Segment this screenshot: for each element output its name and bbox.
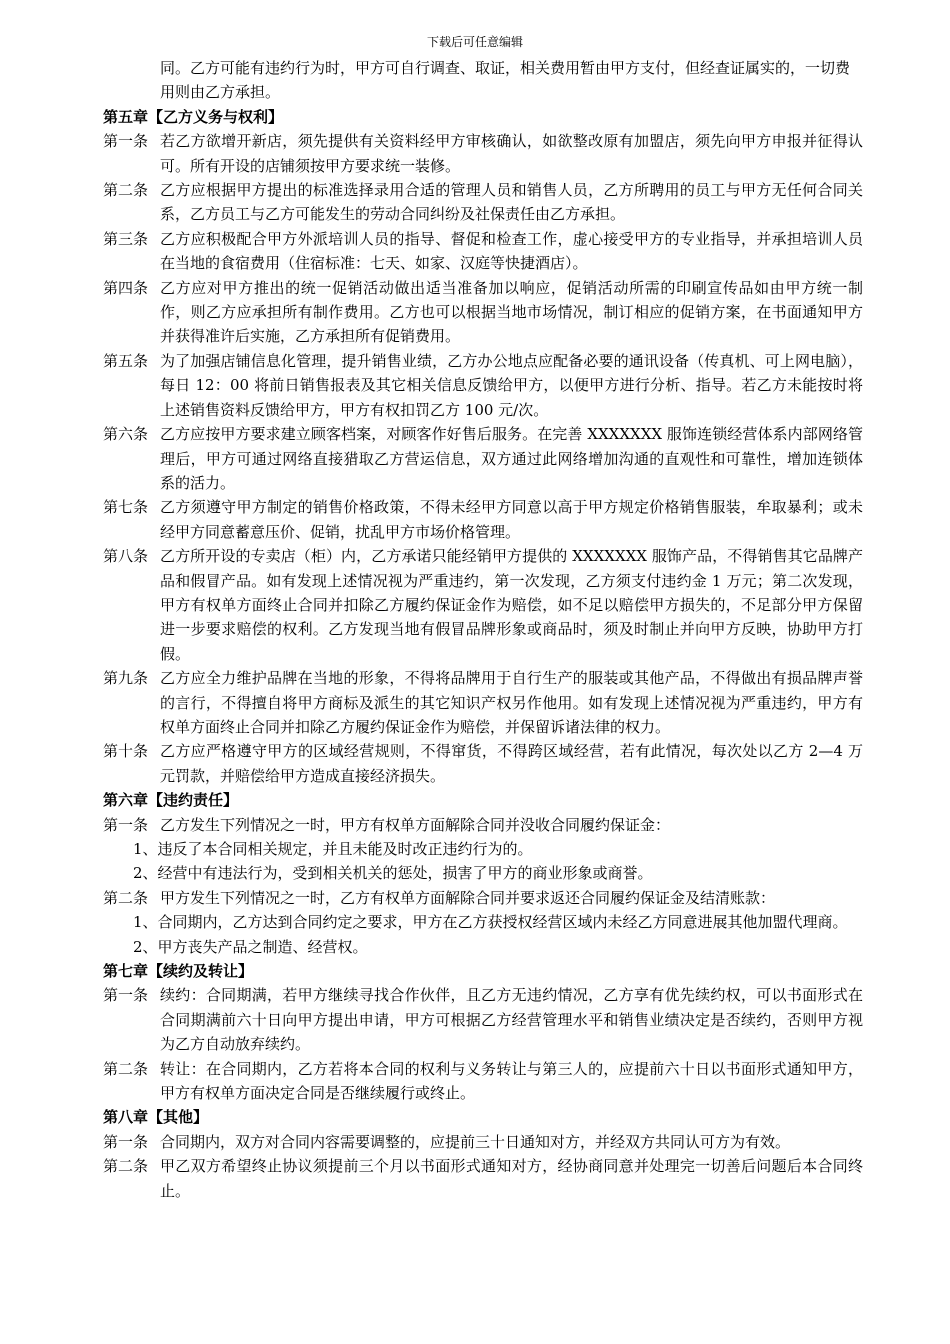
article-row (103, 1130, 863, 1154)
article-row (103, 349, 863, 422)
article-text: 转让：在合同期内，乙方若将本合同的权利与义务转让与第三人的，应提前六十日以书面形式通知甲方，甲方有权单方面决定合同是否继续履行或终止。 (160, 1059, 863, 1103)
article-text: 乙方应严格遵守甲方的区域经营规则，不得窜货，不得跨区域经营，若有此情况，每次处以乙方 2—4 万元罚款，并赔偿给甲方造成直接经济损失。 (160, 742, 863, 785)
chapter-8-articles (103, 1130, 863, 1203)
article-number: 第四条 (103, 278, 149, 297)
article-number: 第一条 (103, 1132, 149, 1151)
chapter-6-article-2-item-2: 2、甲方丧失产品之制造、经营权。 (133, 937, 368, 956)
article-text: 乙方须遵守甲方制定的销售价格政策，不得未经甲方同意以高于甲方规定价格销售服装，牟取暴利；或未经甲方同意蓄意压价、促销，扰乱甲方市场价格管理。 (160, 498, 863, 541)
article-number: 第五条 (103, 351, 149, 370)
article-text: 乙方所开设的专卖店（柜）内，乙方承诺只能经销甲方提供的 XXXXXXX 服饰产品，不得销售其它品牌产品和假冒产品。如有发现上述情况视为严重违约，第一次发现，乙方须支付违约金 1 万元；第二次发现，甲方有权单方面终止合同并扣除乙方履约保证金作为赔偿，如不足以赔偿甲方损失的，不足部分甲方保留进一步要求赔偿的权利。乙方发现当地有假冒品牌形象或商品时，须及时制止并向甲方反映，协助甲方打假。 (160, 547, 863, 663)
chapter-6-article-1-item-2: 2、经营中有违法行为，受到相关机关的惩处，损害了甲方的商业形象或商誉。 (133, 864, 653, 883)
article-text: 续约：合同期满，若甲方继续寻找合作伙伴，且乙方无违约情况，乙方享有优先续约权，可以书面形式在合同期满前六十日向甲方提出申请，甲方可根据乙方经营管理水平和销售业绩决定是否续约，否则甲方视为乙方自动放弃续约。 (160, 986, 863, 1054)
article-number: 第六条 (103, 425, 149, 444)
continuation-paragraph: 同。乙方可能有违约行为时，甲方可自行调查、取证，相关费用暂由甲方支付，但经查证属实的，一切费用则由乙方承担。 (160, 59, 851, 102)
chapter-6-heading: 第六章【违约责任】 (103, 791, 239, 810)
chapter-6-article-1 (103, 813, 863, 837)
article-row (103, 739, 863, 788)
article-number: 第二条 (103, 181, 149, 200)
article-number: 第八条 (103, 547, 149, 566)
chapter-7-articles (103, 983, 863, 1105)
article-row (103, 422, 863, 495)
article-number: 第三条 (103, 229, 149, 248)
article-text: 为了加强店铺信息化管理，提升销售业绩，乙方办公地点应配备必要的通讯设备（传真机、可上网电脑），每日 12：00 将前日销售报表及其它相关信息反馈给甲方，以便甲方进行分析、指导。若乙方未能按时将上述销售资料反馈给甲方，甲方有权扣罚乙方 100 元/次。 (160, 351, 863, 419)
article-row (103, 1057, 863, 1106)
chapter-8-heading: 第八章【其他】 (103, 1108, 209, 1127)
article-number: 第一条 (103, 132, 149, 151)
chapter-7-heading: 第七章【续约及转让】 (103, 962, 254, 981)
article-text: 甲乙双方希望终止协议须提前三个月以书面形式通知对方，经协商同意并处理完一切善后问题后本合同终止。 (160, 1157, 863, 1200)
article-row (103, 544, 863, 666)
chapter-6-article-2-item-1: 1、合同期内，乙方达到合同约定之要求，甲方在乙方获授权经营区域内未经乙方同意进展其他加盟代理商。 (133, 913, 848, 932)
article-text: 乙方应对甲方推出的统一促销活动做出适当准备加以响应，促销活动所需的印刷宣传品如由甲方统一制作，则乙方应承担所有制作费用。乙方也可以根据当地市场情况，制订相应的促销方案，在书面通知甲方并获得准许后实施，乙方承担所有促销费用。 (160, 278, 863, 346)
article-text: 乙方发生下列情况之一时，甲方有权单方面解除合同并没收合同履约保证金： (160, 815, 671, 834)
article-text: 乙方应根据甲方提出的标准选择录用合适的管理人员和销售人员，乙方所聘用的员工与甲方无任何合同关系，乙方员工与乙方可能发生的劳动合同纠纷及社保责任由乙方承担。 (160, 181, 863, 224)
article-row (103, 983, 863, 1056)
article-number: 第一条 (103, 815, 149, 834)
article-text: 若乙方欲增开新店，须先提供有关资料经甲方审核确认，如欲整改原有加盟店，须先向甲方申报并征得认可。所有开设的店铺须按甲方要求统一装修。 (160, 132, 863, 175)
article-text: 乙方应按甲方要求建立顾客档案，对顾客作好售后服务。在完善 XXXXXXX 服饰连锁经营体系内部网络管理后，甲方可通过网络直接猎取乙方营运信息，双方通过此网络增加沟通的直观性和可靠性，增加连锁体系的活力。 (160, 425, 863, 492)
article-number: 第七条 (103, 498, 149, 517)
chapter-5-heading: 第五章【乙方义务与权利】 (103, 107, 284, 126)
article-text: 甲方发生下列情况之一时，乙方有权单方面解除合同并要求返还合同履约保证金及结清账款： (160, 888, 776, 907)
article-text: 乙方应积极配合甲方外派培训人员的指导、督促和检查工作，虚心接受甲方的专业指导，并承担培训人员在当地的食宿费用（住宿标准：七天、如家、汉庭等快捷酒店）。 (160, 229, 863, 273)
article-row (103, 666, 863, 739)
article-row (103, 129, 863, 178)
article-number: 第二条 (103, 1157, 149, 1176)
article-row (103, 227, 863, 276)
article-text: 乙方应全力维护品牌在当地的形象，不得将品牌用于自行生产的服装或其他产品，不得做出有损品牌声誉的言行，不得擅自将甲方商标及派生的其它知识产权另作他用。如有发现上述情况视为严重违约，甲方有权单方面终止合同并扣除乙方履约保证金作为赔偿，并保留诉诸法律的权力。 (160, 669, 863, 736)
article-number: 第十条 (103, 742, 149, 761)
chapter-5-articles (103, 129, 863, 788)
article-number: 第一条 (103, 986, 149, 1005)
article-row (103, 178, 863, 227)
article-text: 合同期内，双方对合同内容需要调整的，应提前三十日通知对方，并经双方共同认可方为有效。 (160, 1132, 791, 1151)
chapter-6-article-1-item-1: 1、违反了本合同相关规定，并且未能及时改正违约行为的。 (133, 840, 533, 858)
document-body (103, 56, 863, 1203)
article-row (103, 495, 863, 544)
page-header: 下载后可任意编辑 (426, 35, 523, 49)
article-row (103, 1154, 863, 1203)
article-row (103, 276, 863, 349)
article-number: 第九条 (103, 669, 149, 688)
article-number: 第二条 (103, 888, 149, 907)
article-number: 第二条 (103, 1059, 149, 1078)
chapter-6-article-2 (103, 886, 863, 910)
